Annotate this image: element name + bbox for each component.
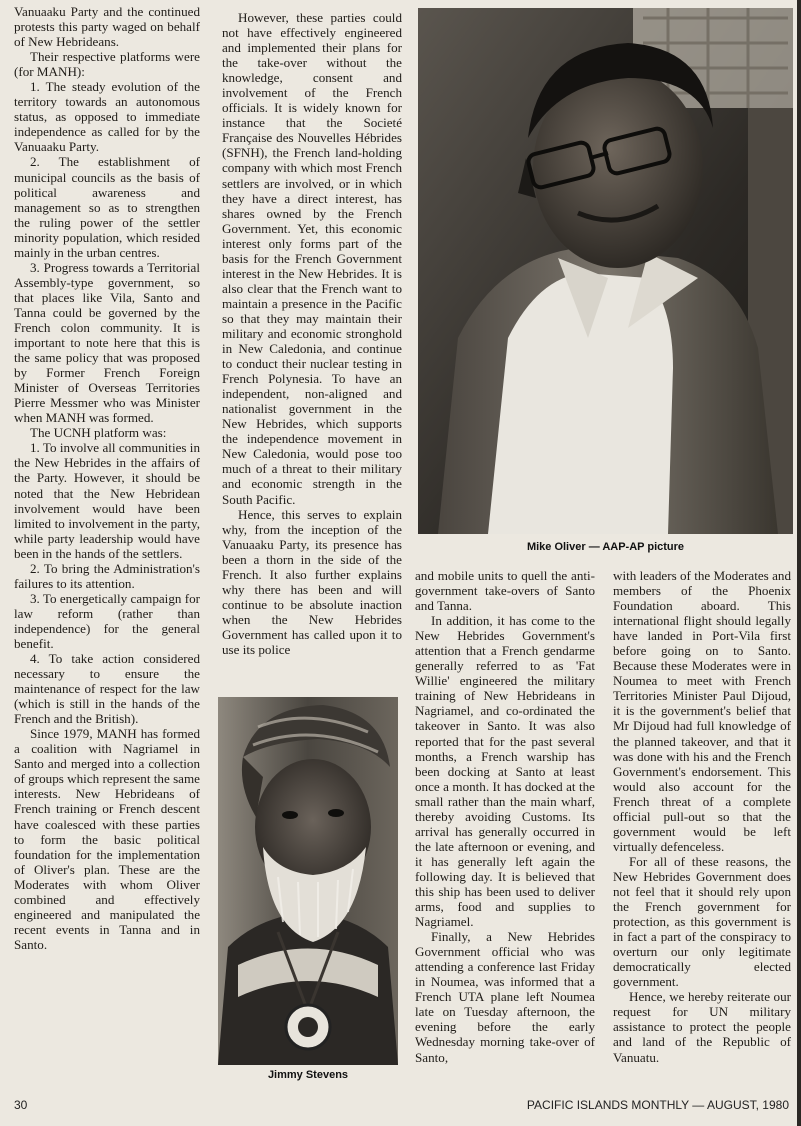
mike-oliver-caption: Mike Oliver — AAP-AP picture <box>526 541 685 553</box>
list-item: 2. To bring the Administration's failures to its attention. <box>14 560 200 591</box>
paragraph: In addition, it has come to the New Hebrides Government's attention that a French gendarme generally referred to as 'Fat Willie' engineered the military training of New Hebrideans in Nagriamel, and co-ordinated the takeover in Santo. It was also reported that for the past several months, a French warship has been docking at Santo at least once a month. It has docked at the small rather than the main wharf, thereby avoiding Customs. Its arrival has generally occurred in the late afternoon or evening, and it has generally left again the following day. It is believed that this ship has been used to deliver arms, food and supplies to Nagriamel. <box>415 613 595 930</box>
paragraph: with leaders of the Moderates and members of the Phoenix Foundation aboard. This international flight should legally have landed in Port-Vila first before going on to Santo. Because these Moderates were in Noumea to meet with French Territories Minister Paul Dijoud, it is the government's belief that Mr Dijoud had full knowledge of the planned takeover, and that it was done with his and the French Government's endorsement. This would also account for the French threat of a complete official pull-out so that the government would be left virtually defenceless. <box>613 568 791 854</box>
article-column-3 <box>415 568 595 1065</box>
publication-footer: PACIFIC ISLANDS MONTHLY — AUGUST, 1980 <box>526 1098 789 1112</box>
paragraph: and mobile units to quell the anti-government take-overs of Santo and Tanna. <box>415 568 595 614</box>
paragraph: Hence, we hereby reiterate our request for UN military assistance to protect the people and land of the Republic of Vanuatu. <box>613 989 791 1065</box>
page-edge <box>797 0 801 1126</box>
list-item: 4. To take action considered necessary to ensure the maintenance of respect for the law (which is still in the hands of the French and the British). <box>14 651 200 727</box>
paragraph: Finally, a New Hebrides Government official who was attending a conference last Friday in Noumea, was informed that a French UTA plane left Noumea late on Tuesday afternoon, the evening before the early Wednesday morning take-over of Santo, <box>415 929 595 1065</box>
paragraph: Since 1979, MANH has formed a coalition with Nagriamel in Santo and merged into a collection of groups which represent the same interests. New Hebrideans of French training or French descent have coalesced with these parties to form the basic political foundation for the implementation of Oliver's plan. These are the Moderates with whom Oliver combined and effectively engineered and manipulated the recent events in Tanna and in Santo. <box>14 726 200 952</box>
article-column-1 <box>14 4 200 952</box>
list-item: 3. To energetically campaign for law reform (rather than independence) for the general benefit. <box>14 590 200 651</box>
list-item: 2. The establishment of municipal councils as the basis of political awareness and management so as to strengthen the ruling power of the settler minority population, which resided mainly in the urban centres. <box>14 154 200 260</box>
list-item: 1. The steady evolution of the territory towards an autonomous status, as opposed to immediate independence as called for by the Vanuaaku Party. <box>14 79 200 155</box>
paragraph: Hence, this serves to explain why, from the inception of the Vanuaaku Party, its presence has been a thorn in the side of the French. It also further explains why there has been and will continue to be absolute inaction when the New Hebrides Government has called upon it to use its police <box>222 506 402 657</box>
list-item: 1. To involve all communities in the New Hebrides in the affairs of the Party. However, it should be noted that the New Hebridean involvement would have been limited to involvement in the party, while party leadership would have been in the hands of the settlers. <box>14 440 200 561</box>
portrait-illustration <box>218 697 398 1065</box>
jimmy-stevens-photo <box>218 697 398 1065</box>
paragraph: Their respective platforms were (for MANH): <box>14 49 200 80</box>
paragraph: The UCNH platform was: <box>30 425 167 441</box>
paragraph: For all of these reasons, the New Hebrides Government does not feel that it should rely upon the French government for protection, as this government is in fact a part of the conspiracy to overturn our only legitimate democratically elected government. <box>613 853 791 990</box>
paragraph: Vanuaaku Party and the continued protests this party waged on behalf of New Hebrideans. <box>14 4 200 50</box>
article-column-4 <box>613 568 791 1065</box>
page-number: 30 <box>14 1098 28 1112</box>
list-item: 3. Progress towards a Territorial Assembly-type government, so that places like Vila, Santo and Tanna could be governed by the French colon community. It is important to note here that this is the same policy that was proposed by Former French Foreign Minister of Overseas Territories Pierre Messmer who was Minister when MANH was formed. <box>14 259 200 426</box>
article-column-2 <box>222 10 402 657</box>
jimmy-stevens-caption: Jimmy Stevens <box>267 1069 349 1081</box>
portrait-illustration <box>418 8 793 534</box>
paragraph: However, these parties could not have effectively engineered and implemented their plans for the take-over without the knowledge, consent and involvement of the French officials. It is widely known for instance that the Societé Française des Nouvelles Hébrides (SFNH), the French land-holding company with which most French settlers are involved, or in which they have a direct interest, has shares owned by the French Government. Yet, this economic interest only forms part of the basis for the French Government interest in the New Hebrides. It is also clear that the French want to maintain a presence in the Pacific so that they may maintain their military and economic stronghold in New Caledonia, and continue to conduct their nuclear testing in French Polynesia. To have an independent, non-aligned and nationalist government in the New Hebrides, which supports the independence movement in New Caledonia, would pose too much of a threat to their military and economic strength in the South Pacific. <box>222 10 402 507</box>
mike-oliver-photo <box>418 8 793 534</box>
